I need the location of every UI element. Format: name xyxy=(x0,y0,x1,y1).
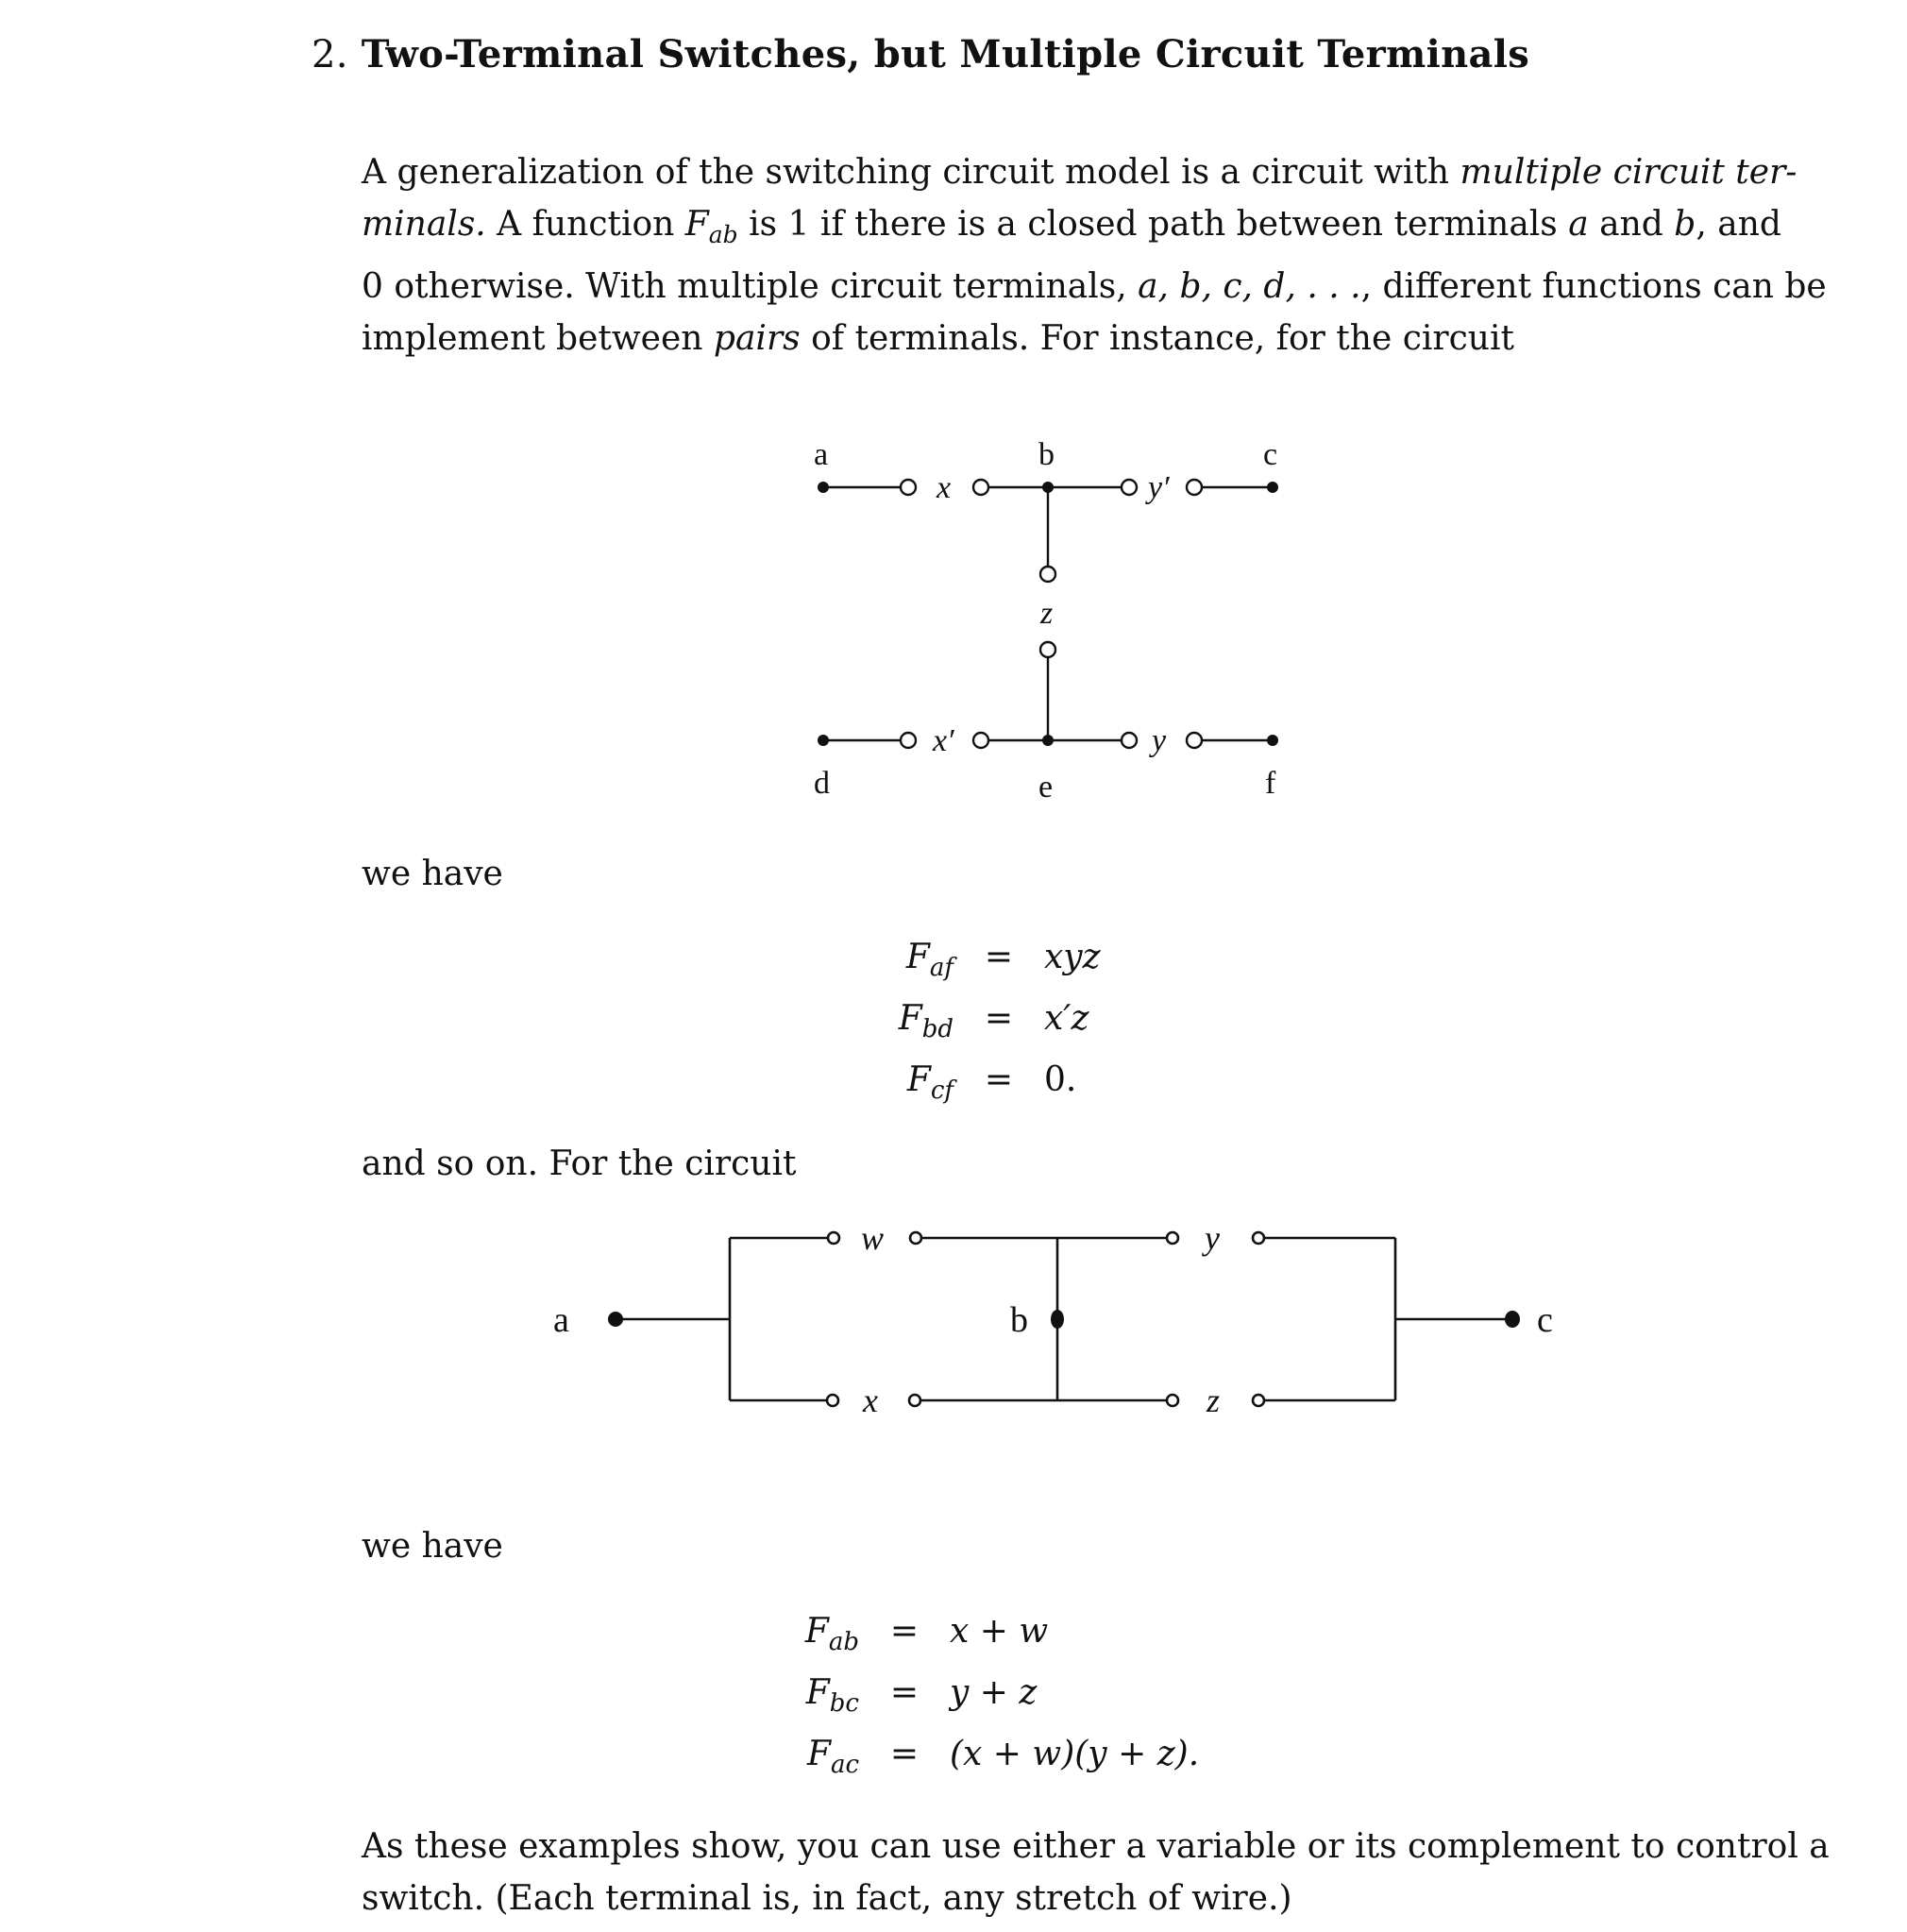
terminal-d-node xyxy=(818,735,829,746)
text-we-have-2: we have xyxy=(362,1527,503,1566)
intro-paragraph xyxy=(362,146,1827,364)
label-d: d xyxy=(814,766,830,801)
equation-row: $F_{af}$ = xyz xyxy=(905,938,1101,983)
section-title: Two-Terminal Switches, but Multiple Circuit Terminals xyxy=(361,32,1530,76)
terminal-a-node xyxy=(818,482,829,493)
text-we-have-1: we have xyxy=(362,855,503,893)
emphasis-multiple-circuit-terminals: multiple circuit ter- xyxy=(1460,153,1797,192)
label-b: b xyxy=(1038,437,1055,472)
switch-w: w xyxy=(861,1219,885,1257)
switch-x: x xyxy=(863,1381,878,1419)
equation-row: $F_{ab} = x + w$ xyxy=(804,1612,1049,1657)
closing-paragraph xyxy=(362,1821,1830,1924)
terminal-variables: a, b, c, d, . . . xyxy=(1138,267,1361,307)
intro-line-2: minals. A function $F_{ab}$ is 1 if there is a closed path between terminals a and b, and xyxy=(362,205,1781,249)
switch-z: z xyxy=(1040,596,1054,631)
switch-y: y xyxy=(1152,723,1167,758)
terminal-a-node xyxy=(608,1312,623,1327)
terminal-f-node xyxy=(1267,735,1278,746)
terminal-e-node xyxy=(1042,735,1054,746)
switch-x: x xyxy=(937,470,952,505)
section-heading xyxy=(312,32,1529,76)
equation-row: $F_{ac} = (x + w)(y + z)$. xyxy=(806,1735,1200,1780)
label-b: b xyxy=(1010,1300,1028,1340)
equation-row: $F_{cf} = 0$. xyxy=(906,1060,1077,1106)
terminal-c-node xyxy=(1505,1311,1520,1328)
intro-line-1: A generalization of the switching circuit model is a circuit with multiple circuit ter- xyxy=(362,153,1797,192)
terminal-b-node xyxy=(1042,482,1054,493)
function-symbol: F xyxy=(684,205,709,244)
label-e: e xyxy=(1038,770,1054,803)
switch-x-prime: x′ xyxy=(933,723,954,758)
text-and-so-on: and so on. For the circuit xyxy=(362,1144,797,1183)
equation-row: $F_{bc} = y + z$ xyxy=(805,1673,1038,1719)
label-a: a xyxy=(553,1300,569,1340)
label-c: c xyxy=(1263,437,1278,472)
terminal-b-node xyxy=(1051,1310,1064,1329)
switch-y: y xyxy=(1205,1219,1220,1257)
label-f: f xyxy=(1265,766,1276,801)
label-c: c xyxy=(1537,1300,1553,1340)
switch-y-prime: y′ xyxy=(1148,470,1170,505)
circuit-diagram-1 xyxy=(793,425,1322,803)
closing-line-2: switch. (Each terminal is, in fact, any stretch of wire.) xyxy=(362,1879,1292,1918)
terminal-c-node xyxy=(1267,482,1278,493)
section-number: 2. xyxy=(312,33,348,76)
circuit-diagram-2 xyxy=(548,1209,1586,1435)
label-a: a xyxy=(814,437,829,472)
intro-line-4: implement between pairs of terminals. For instance, for the circuit xyxy=(362,319,1514,359)
equation-row: $F_{bd} = x'z$ xyxy=(898,999,1089,1044)
closing-line-1: As these examples show, you can use either a variable or its complement to control a xyxy=(362,1827,1830,1866)
intro-line-3: 0 otherwise. With multiple circuit terminals, a, b, c, d, . . ., different functions can be xyxy=(362,267,1827,307)
switch-z: z xyxy=(1207,1381,1221,1419)
